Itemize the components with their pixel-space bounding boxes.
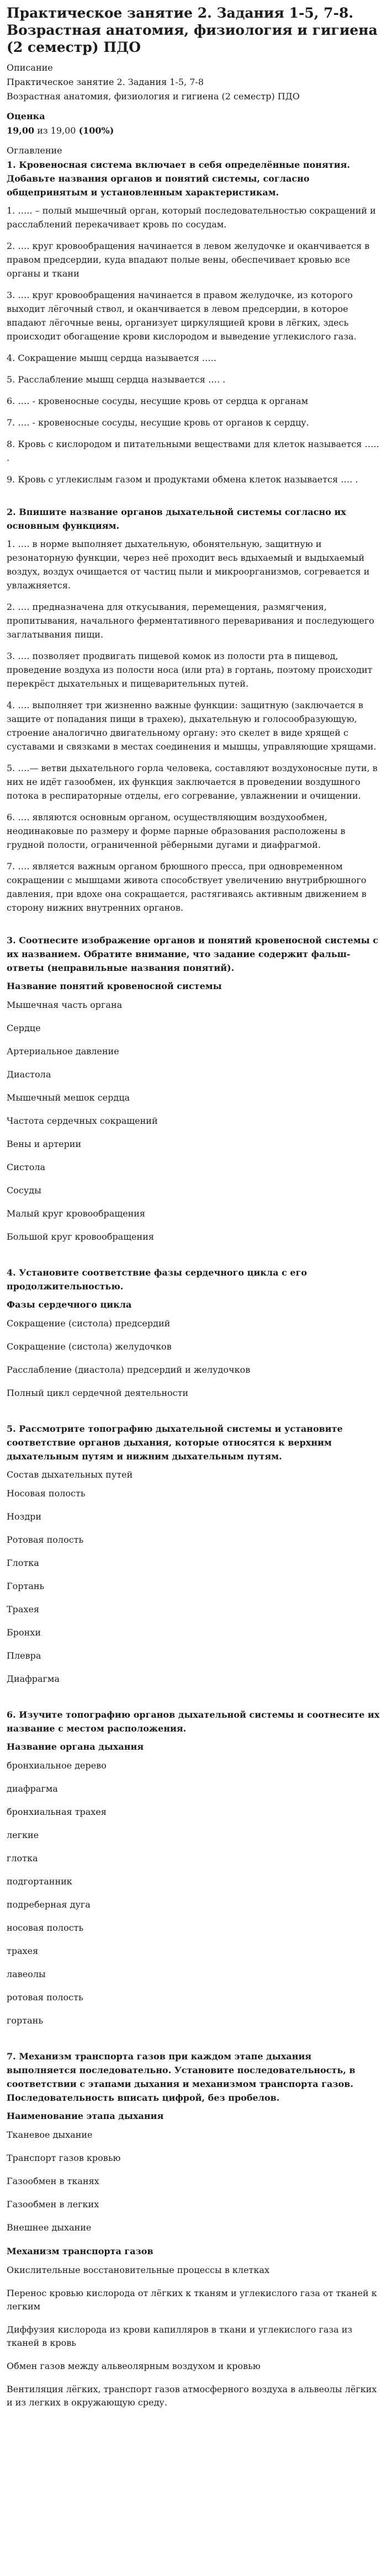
list-title: Наименование этапа дыхания: [7, 2111, 164, 2121]
list-title: Состав дыхательных путей: [7, 1469, 133, 1480]
stage-list: [7, 2128, 380, 2234]
list-item: 9. Кровь с углекислым газом и продуктами обмена клеток называется …. .: [7, 474, 358, 485]
list-item: Глотка: [7, 1558, 39, 1568]
list-item: бронхиальная трахея: [7, 1807, 107, 1817]
list-item: глотка: [7, 1853, 38, 1863]
score-label: Оценка: [7, 111, 45, 121]
list-title: Название органа дыхания: [7, 1741, 144, 1752]
question-4: [7, 1266, 380, 1400]
list-item: Перенос кровью кислорода от лёгких к тканям и углекислого газа от тканей к легким: [7, 2288, 377, 2312]
list-item: Диффузия кислорода из крови капилляров в ткани и углекислого газа из тканей в кровь: [7, 2324, 353, 2348]
score-value: 19,00: [7, 125, 35, 136]
question-title: 1. Кровеносная система включает в себя определённые понятия. Добавьте названия органов и понятий системы, согласно общепринятым и установленным характеристикам.: [7, 160, 350, 198]
list-item: 7. …. является важным органом брюшного пресса, при одновременном сокращении с мышцами живота способствует увеличению внутрибрюшного давления, при вдохе она сокращается, растягиваясь активным движением в сторону нижних внутренних органов.: [7, 861, 367, 913]
list-item: 6. …. - кровеносные сосуды, несущие кровь от сердца к органам: [7, 396, 309, 406]
list-item: Мышечная часть органа: [7, 1000, 123, 1010]
question-title: 3. Соотнесите изображение органов и понятий кровеносной системы с их названием. Обратите внимание, что задание содержит фальш-ответы (неправильные названия понятий).: [7, 935, 379, 973]
list-item: Артериальное давление: [7, 1046, 119, 1056]
question-items: [7, 204, 380, 486]
list-item: лавеолы: [7, 1969, 46, 1979]
list-item: Полный цикл сердечной деятельности: [7, 1388, 189, 1398]
list-item: 3. …. позволяет продвигать пищевой комок из полости рта в пищевод, проведение воздуха из полости носа (или рта) в гортань, поэтому происходит перекрёст дыхательных и пищеварительных путей.: [7, 651, 373, 689]
list-item: 5. ….— ветви дыхательного горла человека, составляют воздухоносные пути, в них не идёт газообмен, их функция заключается в проведении воздушного потока в респираторные отделы, его согревание, увлажнении и очищении.: [7, 763, 378, 801]
score-percent: (100%): [78, 125, 114, 136]
list-item: Мышечный мешок сердца: [7, 1092, 130, 1103]
list-item: 2. …. круг кровообращения начинается в левом желудочке и оканчивается в правом предсердии, куда впадают полые вены, обеспечивает кровью все органы и ткани: [7, 241, 370, 279]
question-items: [7, 537, 380, 915]
list-item: 7. …. - кровеносные сосуды, несущие кровь от органов к сердцу.: [7, 417, 309, 428]
list-item: 2. …. предназначена для откусывания, перемещения, размягчения, пропитывания, начального ферментативного переваривания и последующего заглатывания пищи.: [7, 602, 374, 640]
list-item: Носовая полость: [7, 1488, 86, 1499]
list-item: Окислительные восстановительные процессы в клетках: [7, 2265, 269, 2275]
list-item: Газообмен в тканях: [7, 2176, 99, 2186]
list-item: Частота сердечных сокращений: [7, 1116, 158, 1126]
question-5: [7, 1422, 380, 1686]
question-2: [7, 505, 380, 915]
list-item: Газообмен в легких: [7, 2199, 99, 2209]
term-list: [7, 998, 380, 1244]
question-1: [7, 158, 380, 486]
list-item: Транспорт газов кровью: [7, 2153, 121, 2163]
list-item: диафрагма: [7, 1783, 58, 1794]
list-item: 4. …. выполняет три жизненно важные функции: защитную (заключается в защите от попадания пищи в трахею), дыхательную и голосообразующую, строение аналогично двигательному органу: это скелет в виде хрящей с суставами и связками в местах соединения и мышцы, управляющие хрящами.: [7, 700, 377, 752]
question-7: [7, 2049, 380, 2409]
question-3: [7, 933, 380, 1244]
list-item: Ротовая полость: [7, 1534, 84, 1545]
description-label: Описание: [7, 62, 53, 73]
list-item: Гортань: [7, 1581, 45, 1591]
list-item: 1. …. в норме выполняет дыхательную, обонятельную, защитную и резонаторную функции, через неё проходит весь вдыхаемый и выдыхаемый воздух, воздух очищается от частиц пыли и микроорганизмов, согревается и увлажняется.: [7, 539, 370, 591]
page-title: Практическое занятие 2. Задания 1-5, 7-8. Возрастная анатомия, физиология и гигиена (2 семестр) ПДО: [7, 5, 378, 55]
list-item: Сокращение (систола) предсердий: [7, 1318, 171, 1329]
list-item: Вены и артерии: [7, 1139, 82, 1149]
mechanism-list: [7, 2264, 380, 2409]
question-title: 6. Изучите топографию органов дыхательной системы и соотнесите их название с местом расположения.: [7, 1709, 380, 1734]
description-line: Практическое занятие 2. Задания 1-5, 7-8: [7, 77, 204, 87]
list-item: подгортанник: [7, 1876, 72, 1887]
list-item: Обмен газов между альвеолярным воздухом и кровью: [7, 2361, 261, 2371]
list-item: 1. ….. – полый мышечный орган, который последовательностью сокращений и расслаблений перекачивает кровь по сосудам.: [7, 205, 376, 230]
list-item: Систола: [7, 1162, 46, 1172]
list-item: 3. …. круг кровообращения начинается в правом желудочке, из которого выходит лёгочный ствол, и оканчивается в левом предсердии, в которое впадают лёгочные вены, организует циркулящией крови в лёгких, здесь происходит обогащение крови кислородом и выведение углекислого газа.: [7, 290, 357, 342]
list-item: Бронхи: [7, 1627, 41, 1638]
score-line: [7, 124, 380, 138]
question-title: 5. Рассмотрите топографию дыхательной системы и установите соответствие органов дыхания, которые относятся к верхним дыхательным путям и нижним дыхательным путям.: [7, 1424, 343, 1462]
list-item: Трахея: [7, 1604, 40, 1614]
list-item: ротовая полость: [7, 1992, 83, 2003]
question-6: [7, 1708, 380, 2027]
list-item: трахея: [7, 1946, 39, 1956]
list-item: 5. Расслабление мышц сердца называется …. .: [7, 374, 226, 385]
term-list: [7, 1759, 380, 2027]
list-item: 8. Кровь с кислородом и питательными веществами для клеток называется ….. .: [7, 439, 379, 463]
score-max: 19,00: [50, 125, 76, 136]
score-separator: из: [34, 125, 51, 136]
list-item: Тканевое дыхание: [7, 2129, 93, 2140]
list-item: носовая полость: [7, 1922, 84, 1933]
list-item: Сосуды: [7, 1185, 41, 1196]
question-title: 4. Установите соответствие фазы сердечного цикла с его продолжительностью.: [7, 1267, 308, 1292]
question-title: 2. Впишите название органов дыхательной системы согласно их основным функциям.: [7, 507, 346, 531]
list-item: Сокращение (систола) желудочков: [7, 1341, 172, 1352]
list-item: бронхиальное дерево: [7, 1760, 107, 1771]
list-item: Вентиляция лёгких, транспорт газов атмосферного воздуха в альвеолы лёгких и из легких в окружающую среду.: [7, 2384, 377, 2408]
list-item: Малый круг кровообращения: [7, 1208, 146, 1219]
list-item: Диафрагма: [7, 1674, 60, 1684]
list-item: Плевра: [7, 1650, 41, 1661]
term-list: [7, 1487, 380, 1686]
list-item: Ноздри: [7, 1511, 42, 1522]
list-item: Сердце: [7, 1023, 41, 1033]
list-item: Внешнее дыхание: [7, 2222, 92, 2233]
list-item: подреберная дуга: [7, 1899, 91, 1910]
list-item: гортань: [7, 2015, 44, 2026]
list-item: легкие: [7, 1830, 39, 1840]
list-title: Фазы сердечного цикла: [7, 1299, 132, 1310]
question-title: 7. Механизм транспорта газов при каждом этапе дыхания выполняется последовательно. Установите последовательность, в соответствии с этапами дыхания и механизмом транспорта газов. Последовательность вписать цифрой, без пробелов.: [7, 2051, 356, 2103]
contents-label: Оглавление: [7, 145, 62, 156]
score-block: [7, 109, 380, 138]
description-block: [7, 61, 380, 104]
list-item: Диастола: [7, 1069, 51, 1080]
term-list: [7, 1317, 380, 1400]
list-title: Механизм транспорта газов: [7, 2246, 153, 2256]
list-item: Большой круг кровообращения: [7, 1231, 154, 1242]
list-item: 6. …. являются основным органом, осуществляющим воздухообмен, неодинаковые по размеру и форме парные образования расположены в грудной полости, ограниченной рёберными дугами и диафрагмой.: [7, 812, 346, 850]
list-item: 4. Сокращение мышц сердца называется …..: [7, 353, 216, 363]
list-title: Название понятий кровеносной системы: [7, 981, 222, 991]
list-item: Расслабление (диастола) предсердий и желудочков: [7, 1364, 251, 1375]
description-line: Возрастная анатомия, физиология и гигиена (2 семестр) ПДО: [7, 91, 300, 102]
